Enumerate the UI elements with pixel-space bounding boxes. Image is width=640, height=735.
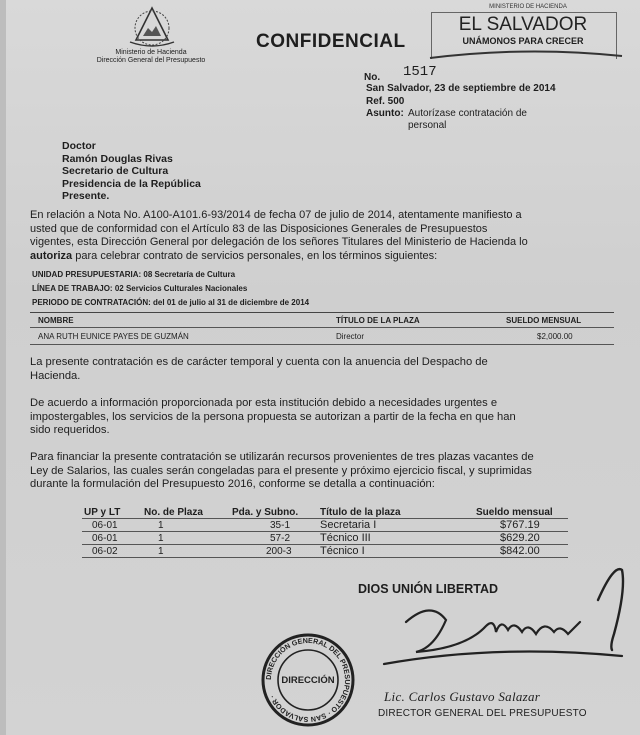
subject-line-2: personal — [408, 120, 447, 131]
subject-label: Asunto: — [366, 108, 404, 119]
direction-name: Dirección General del Presupuesto — [96, 57, 206, 64]
table-row: 06-01 1 57-2 Técnico III $629.20 — [82, 532, 568, 545]
signature-icon — [376, 560, 638, 680]
col-title-header: TÍTULO DE LA PLAZA — [336, 316, 420, 325]
vac-col-plaza: No. de Plaza — [144, 507, 203, 518]
vac-col-up: UP y LT — [84, 507, 121, 518]
work-line: LÍNEA DE TRABAJO: 02 Servicios Culturales Nacionales — [32, 284, 248, 293]
official-stamp-icon — [260, 632, 356, 728]
stamp-center-text: DIRECCIÓN — [281, 675, 335, 686]
table-row: 06-02 1 200-3 Técnico I $842.00 — [82, 545, 568, 558]
table-mid-rule — [30, 327, 614, 328]
coat-of-arms-icon — [124, 6, 180, 48]
motto: DIOS UNIÓN LIBERTAD — [358, 582, 499, 596]
subject-line-1: Autorízase contratación de — [408, 108, 527, 119]
employee-salary: $2,000.00 — [537, 332, 573, 341]
employee-title: Director — [336, 332, 365, 341]
vac-col-partida: Pda. y Subno. — [232, 507, 299, 518]
place-date: San Salvador, 23 de septiembre de 2014 — [366, 83, 556, 94]
brand-slogan: UNÁMONOS PARA CRECER — [462, 36, 584, 46]
table-row: 06-01 1 35-1 Secretaria I $767.19 — [82, 519, 568, 532]
brand-top: MINISTERIO DE HACIENDA — [489, 4, 567, 10]
recipient-block — [62, 140, 201, 203]
col-salary-header: SUELDO MENSUAL — [506, 316, 582, 325]
paragraph-2: La presente contratación es de carácter temporal y cuenta con la anuencia del Despacho de Hacienda. — [30, 356, 488, 382]
vacancies-header-row — [82, 507, 568, 519]
signer-title: DIRECTOR GENERAL DEL PRESUPUESTO — [378, 708, 587, 719]
p1-line-3: vigentes, esta Dirección General por delegación de los señores Titulares del Ministerio de Hacienda lo — [30, 236, 528, 249]
budget-unit: UNIDAD PRESUPUESTARIA: 08 Secretaría de Cultura — [32, 270, 236, 279]
table-top-rule — [30, 312, 614, 313]
recipient-line-5: Presente. — [62, 190, 110, 202]
paragraph-1 — [30, 209, 626, 263]
p1-line-2: usted que de conformidad con el Artículo 83 de las Disposiciones Generales de Presupuestos — [30, 222, 488, 235]
brand-swoosh-icon — [426, 48, 626, 62]
p1-line-1: En relación a Nota No. A100-A101.6-93/2014 de fecha 07 de julio de 2014, atentamente manifiesto a — [30, 209, 522, 221]
signer-name: Lic. Carlos Gustavo Salazar — [384, 689, 541, 704]
vacancies-table — [82, 507, 568, 558]
p1-line-4: autoriza para celebrar contrato de servicios personales, en los términos siguientes: — [30, 249, 438, 262]
reference: Ref. 500 — [366, 96, 405, 107]
recipient-line-3: Secretario de Cultura — [62, 165, 169, 177]
stamp-ring-text: DIRECCIÓN GENERAL DEL PRESUPUESTO · SAN SALVADOR · — [263, 635, 353, 725]
vac-col-salary: Sueldo mensual — [476, 507, 553, 518]
employee-name: ANA RUTH EUNICE PAYES DE GUZMÁN — [38, 332, 189, 341]
brand-country: EL SALVADOR — [458, 14, 588, 35]
p1-authorize-word: autoriza — [30, 249, 73, 262]
vac-col-title: Título de la plaza — [320, 507, 401, 518]
document-page — [6, 0, 640, 735]
col-name-header: NOMBRE — [38, 316, 74, 325]
paragraph-3: De acuerdo a información proporcionada por esta institución debido a necesidades urgentes e impostergables, los servicios de la persona propuesta se autorizan a partir de la fecha en que han sido requeridos. — [30, 397, 516, 437]
contract-period: PERIODO DE CONTRATACIÓN: del 01 de julio al 31 de diciembre de 2014 — [32, 298, 310, 307]
table-bottom-rule — [30, 344, 614, 345]
confidential-title: CONFIDENCIAL — [256, 31, 406, 52]
number-value: 1517 — [403, 64, 437, 80]
paragraph-4: Para financiar la presente contratación se utilizarán recursos provenientes de tres plazas vacantes de Ley de Salarios, las cuales serán congeladas para el presente y próximo ejercicio fiscal, y suprimidas durante la formulación del Presupuesto 2016, conforme se detalla a continuación: — [30, 451, 534, 491]
recipient-line-4: Presidencia de la República — [62, 177, 201, 190]
number-label: No. — [364, 72, 381, 83]
ministry-name: Ministerio de Hacienda — [115, 49, 187, 56]
recipient-line-1: Doctor — [62, 140, 96, 152]
recipient-line-2: Ramón Douglas Rivas — [62, 152, 173, 165]
